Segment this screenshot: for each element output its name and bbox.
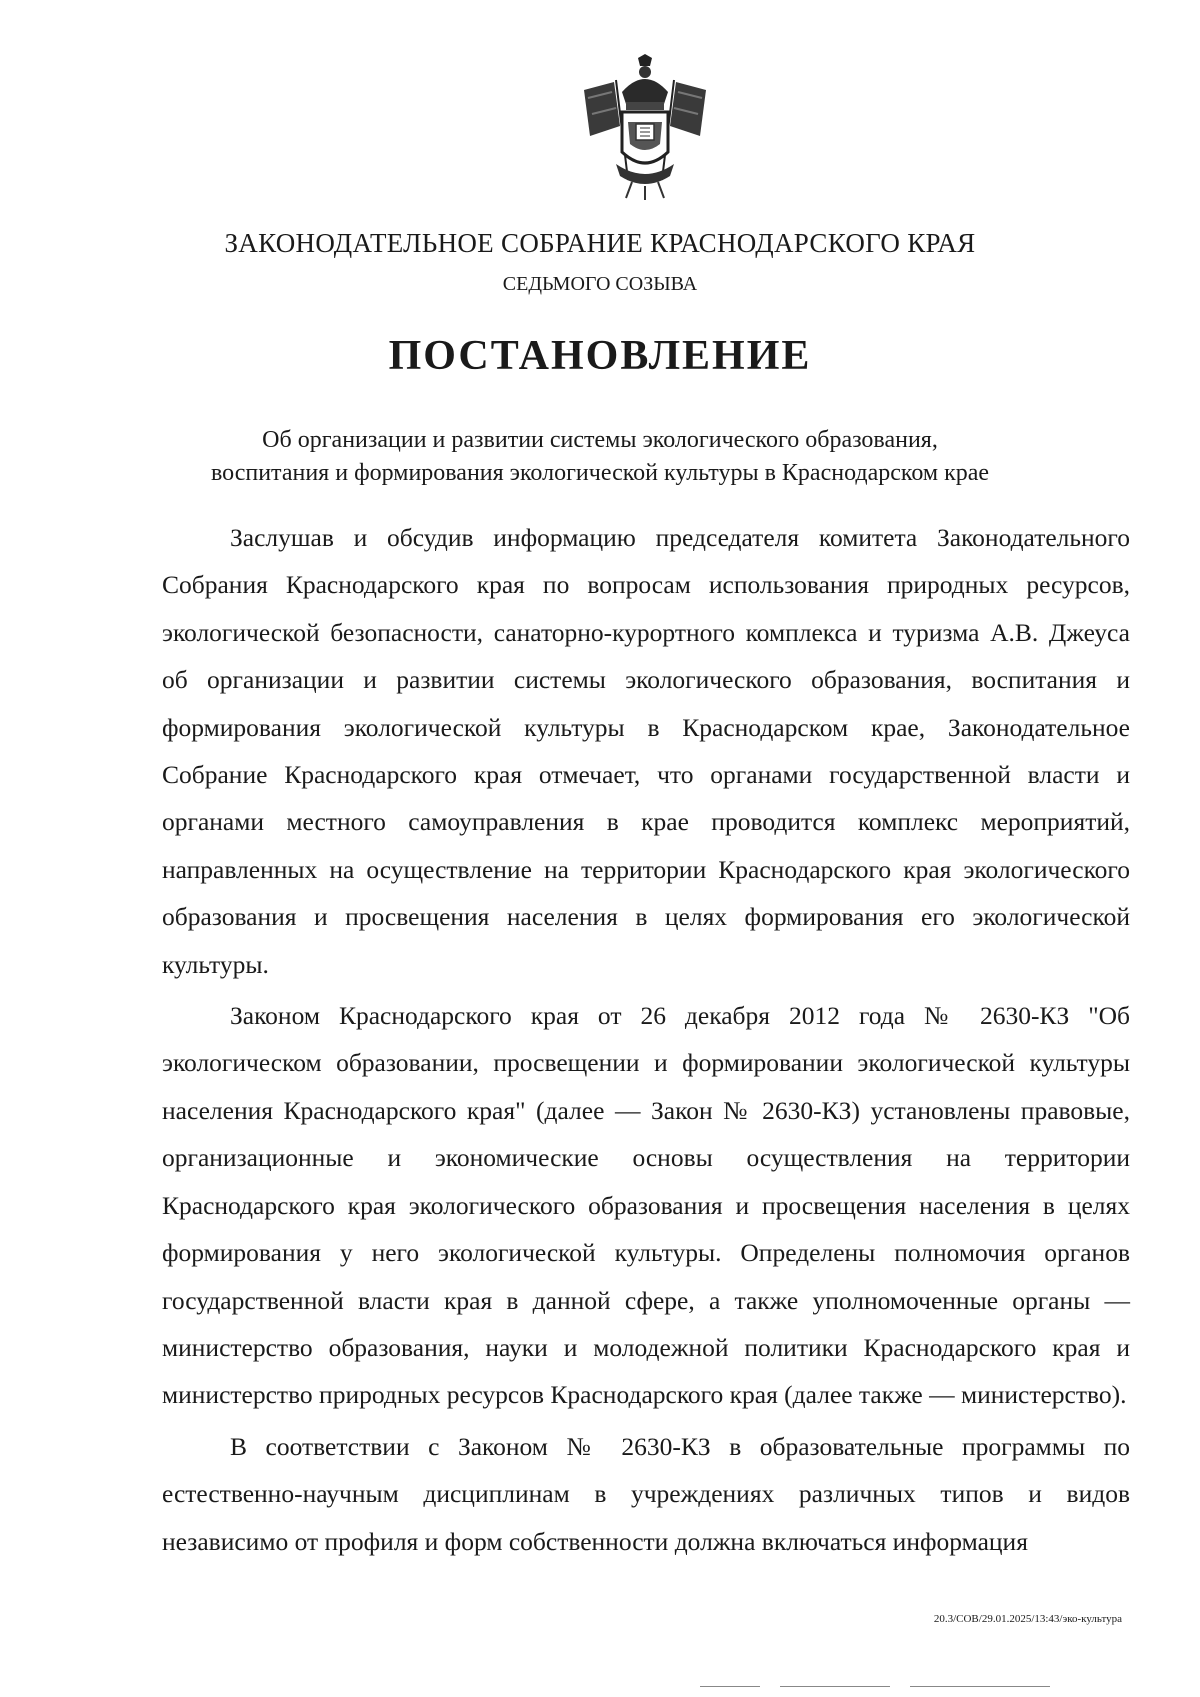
convocation: СЕДЬМОГО СОЗЫВА bbox=[502, 273, 698, 295]
body-paragraph: Законом Краснодарского края от 26 декабря 2012 года № 2630-КЗ "Об экологическом образовании, просвещении и формировании экологической культуры населения Краснодарского края" (далее — Закон № 2630-КЗ) установлены правовые, организационные и экономические основы осуществления на территории Краснодарского края экологического образования и просвещения населения в целях формирования у него экологической культуры. Определены полномочия органов государственной власти края в данной сфере, а также уполномоченные органы — министерство образования, науки и молодежной политики Краснодарского края и министерство природных ресурсов Краснодарского края (далее также — министерство). bbox=[162, 1001, 1130, 1410]
subject-line-1: Об организации и развитии системы экологического образования, bbox=[262, 427, 938, 453]
scan-artifact bbox=[910, 1686, 1050, 1687]
document-subject bbox=[0, 424, 1200, 490]
document-body bbox=[162, 514, 1130, 1569]
body-paragraph: В соответствии с Законом № 2630-КЗ в образовательные программы по естественно-научным дисциплинам в учреждениях различных типов и видов независимо от профиля и форм собственности должна включаться информация bbox=[162, 1431, 1130, 1556]
subject-line-2: воспитания и формирования экологической культуры в Краснодарском крае bbox=[210, 460, 990, 486]
body-paragraph: Заслушав и обсудив информацию председателя комитета Законодательного Собрания Краснодарского края по вопросам использования природных ресурсов, экологической безопасности, санаторно-курортного комплекса и туризма А.В. Джеуса об организации и развитии системы экологического образования, воспитания и формирования экологической культуры в Краснодарском крае, Законодательное Собрание Краснодарского края отмечает, что органами государственной власти и органами местного самоуправления в крае проводится комплекс мероприятий, направленных на осуществление на территории Краснодарского края экологического образования и просвещения населения в целях формирования его экологической культуры. bbox=[162, 523, 1130, 979]
org-title: ЗАКОНОДАТЕЛЬНОЕ СОБРАНИЕ КРАСНОДАРСКОГО КРАЯ bbox=[224, 228, 976, 258]
footer-document-code: 20.3/СОВ/29.01.2025/13:43/эко-культура bbox=[933, 1613, 1122, 1625]
scan-artifact bbox=[700, 1686, 760, 1687]
document-type: ПОСТАНОВЛЕНИЕ bbox=[388, 333, 812, 379]
scan-artifact bbox=[780, 1686, 890, 1687]
coat-of-arms-icon bbox=[570, 52, 720, 202]
